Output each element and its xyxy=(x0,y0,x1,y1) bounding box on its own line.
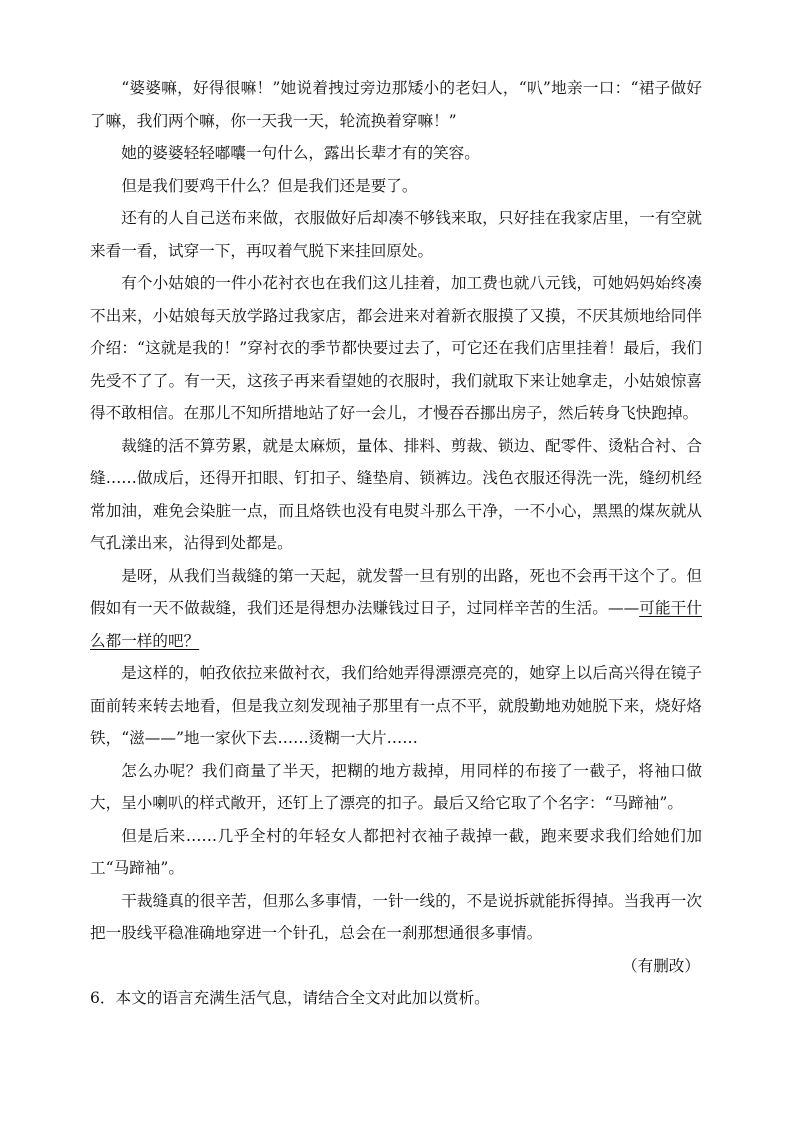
paragraph-3: 但是我们要鸡干什么？但是我们还是要了。 xyxy=(121,176,418,195)
underlined-sentence: 可能干什么都一样的吧？ xyxy=(90,599,702,650)
paragraph-1: “婆婆嘛，好得很嘛！”她说着拽过旁边那矮小的老妇人，“叭”地亲一口：“裙子做好了嘛，我们两个嘛，你一天我一天，轮流换着穿嘛！” xyxy=(90,79,702,130)
paragraph-2: 她的婆婆轻轻嘟囔一句什么，露出长辈才有的笑容。 xyxy=(121,144,480,162)
paragraph-11: 干裁缝真的很辛苦，但那么多事情，一针一线的，不是说拆就能拆得掉。当我再一次把一股线平稳准确地穿进一个针孔，总会在一刹那想通很多事情。 xyxy=(90,891,702,942)
paragraph-6: 裁缝的活不算劳累，就是太麻烦，量体、排料、剪裁、锁边、配零件、烫粘合衬、合缝……做成后，还得开扣眼、钉扣子、缝垫肩、锁裤边。浅色衣服还得洗一洗，缝纫机经常加油，难免会染脏一点，而且烙铁也没有电熨斗那么干净，一不小心，黑黑的煤灰就从气孔漾出来，沾得到处都是。 xyxy=(90,436,702,552)
paragraph-5: 有个小姑娘的一件小花衬衣也在我们这儿挂着，加工费也就八元钱，可她妈妈始终凑不出来，小姑娘每天放学路过我家店，都会进来对着新衣服摸了又摸，不厌其烦地给同伴介绍：“这就是我的！”穿衬衣的季节都快要过去了，可它还在我们店里挂着！最后，我们先受不了了。有一天，这孩子再来看望她的衣服时，我们就取下来让她拿走，小姑娘惊喜得不敢相信。在那儿不知所措地站了好一会儿，才慢吞吞挪出房子，然后转身飞快跑掉。 xyxy=(90,274,702,422)
paragraph-4: 还有的人自己送布来做，衣服做好后却凑不够钱来取，只好挂在我家店里，一有空就来看一看，试穿一下，再叹着气脱下来挂回原处。 xyxy=(90,209,702,260)
question-6: 6．本文的语言充满生活气息，请结合全文对此加以赏析。 xyxy=(90,989,490,1007)
paragraph-8: 是这样的，帕孜依拉来做衬衣，我们给她弄得漂漂亮亮的，她穿上以后高兴得在镜子面前转来转去地看，但是我立刻发现袖子那里有一点不平，就殷勤地劝她脱下来，烧好烙铁，“滋——”地一家伙下去……烫糊一大片…… xyxy=(90,664,702,747)
paragraph-7 xyxy=(90,560,702,658)
paragraph-10: 但是后来……几乎全村的年轻女人都把衬衣袖子裁掉一截，跑来要求我们给她们加工“马蹄袖”。 xyxy=(90,826,702,877)
paragraph-7-text: 是呀，从我们当裁缝的第一天起，就发誓一旦有别的出路，死也不会再干这个了。但假如有一天不做裁缝，我们还是得想办法赚钱过日子，过同样辛苦的生活。—— xyxy=(90,566,702,617)
source-note: （有删改） xyxy=(622,956,700,975)
paragraph-9: 怎么办呢？我们商量了半天，把糊的地方裁掉，用同样的布接了一截子，将袖口做大，呈小喇叭的样式敞开，还钉上了漂亮的扣子。最后又给它取了个名字：“马蹄袖”。 xyxy=(90,761,702,812)
document-page xyxy=(90,72,702,1015)
